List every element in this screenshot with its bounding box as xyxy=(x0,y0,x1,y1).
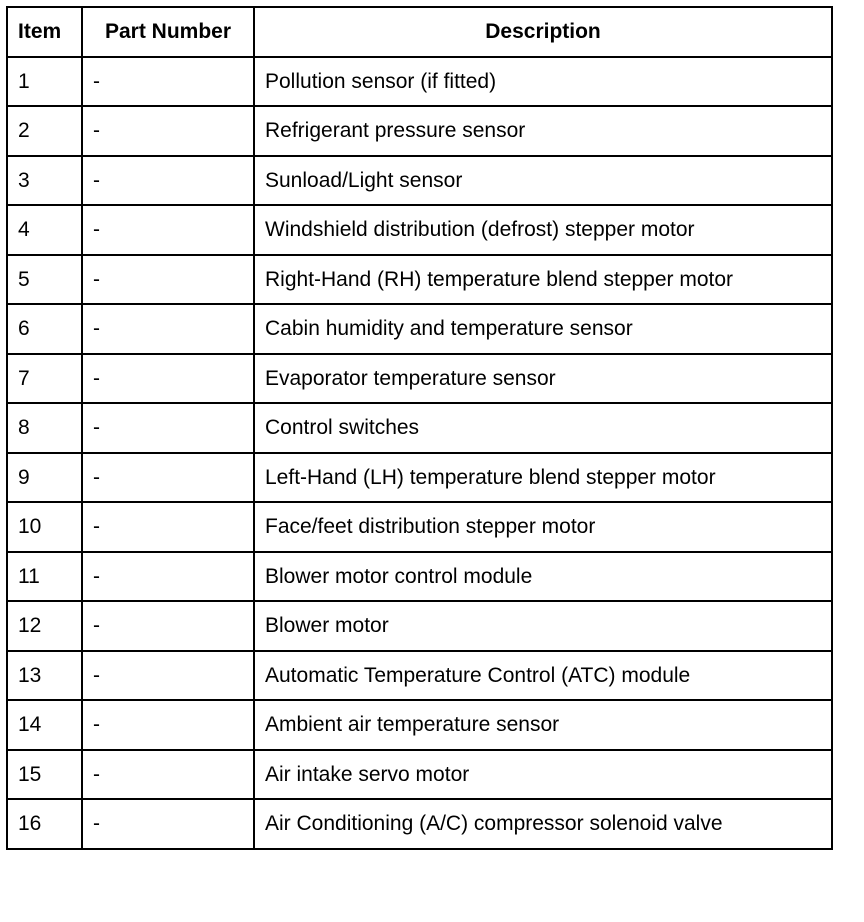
table-row xyxy=(7,700,832,750)
cell-description: Control switches xyxy=(254,403,832,453)
cell-item: 11 xyxy=(7,552,82,602)
cell-item: 7 xyxy=(7,354,82,404)
cell-description: Left-Hand (LH) temperature blend stepper motor xyxy=(254,453,832,503)
cell-item: 12 xyxy=(7,601,82,651)
cell-description: Air intake servo motor xyxy=(254,750,832,800)
cell-description: Pollution sensor (if fitted) xyxy=(254,57,832,107)
cell-part-number: - xyxy=(82,552,254,602)
cell-item: 2 xyxy=(7,106,82,156)
table-row xyxy=(7,601,832,651)
table-row xyxy=(7,304,832,354)
cell-description: Right-Hand (RH) temperature blend stepper motor xyxy=(254,255,832,305)
table-row xyxy=(7,57,832,107)
cell-item: 5 xyxy=(7,255,82,305)
cell-description: Blower motor xyxy=(254,601,832,651)
cell-description: Evaporator temperature sensor xyxy=(254,354,832,404)
cell-description: Automatic Temperature Control (ATC) module xyxy=(254,651,832,701)
cell-part-number: - xyxy=(82,700,254,750)
cell-part-number: - xyxy=(82,255,254,305)
table-row xyxy=(7,453,832,503)
cell-description: Face/feet distribution stepper motor xyxy=(254,502,832,552)
cell-part-number: - xyxy=(82,453,254,503)
cell-description: Refrigerant pressure sensor xyxy=(254,106,832,156)
cell-item: 1 xyxy=(7,57,82,107)
cell-item: 14 xyxy=(7,700,82,750)
cell-item: 10 xyxy=(7,502,82,552)
cell-item: 8 xyxy=(7,403,82,453)
cell-description: Sunload/Light sensor xyxy=(254,156,832,206)
table-row xyxy=(7,205,832,255)
cell-item: 6 xyxy=(7,304,82,354)
cell-item: 3 xyxy=(7,156,82,206)
cell-part-number: - xyxy=(82,502,254,552)
table-row xyxy=(7,255,832,305)
column-header-description: Description xyxy=(254,7,832,57)
table-row xyxy=(7,502,832,552)
cell-description: Cabin humidity and temperature sensor xyxy=(254,304,832,354)
cell-part-number: - xyxy=(82,156,254,206)
table-row xyxy=(7,156,832,206)
table-row xyxy=(7,354,832,404)
cell-part-number: - xyxy=(82,205,254,255)
cell-item: 4 xyxy=(7,205,82,255)
cell-part-number: - xyxy=(82,304,254,354)
table-row xyxy=(7,552,832,602)
cell-description: Air Conditioning (A/C) compressor solenoid valve xyxy=(254,799,832,849)
cell-item: 13 xyxy=(7,651,82,701)
cell-part-number: - xyxy=(82,651,254,701)
table-row xyxy=(7,651,832,701)
cell-item: 9 xyxy=(7,453,82,503)
parts-table xyxy=(6,6,833,850)
table-body xyxy=(7,57,832,849)
column-header-part-number: Part Number xyxy=(82,7,254,57)
cell-part-number: - xyxy=(82,106,254,156)
table-row xyxy=(7,799,832,849)
cell-part-number: - xyxy=(82,57,254,107)
table-row xyxy=(7,403,832,453)
cell-description: Ambient air temperature sensor xyxy=(254,700,832,750)
cell-part-number: - xyxy=(82,799,254,849)
cell-part-number: - xyxy=(82,354,254,404)
cell-description: Windshield distribution (defrost) stepper motor xyxy=(254,205,832,255)
cell-item: 16 xyxy=(7,799,82,849)
cell-description: Blower motor control module xyxy=(254,552,832,602)
cell-item: 15 xyxy=(7,750,82,800)
cell-part-number: - xyxy=(82,750,254,800)
table-row xyxy=(7,750,832,800)
table-header-row xyxy=(7,7,832,57)
cell-part-number: - xyxy=(82,601,254,651)
column-header-item: Item xyxy=(7,7,82,57)
table-row xyxy=(7,106,832,156)
cell-part-number: - xyxy=(82,403,254,453)
